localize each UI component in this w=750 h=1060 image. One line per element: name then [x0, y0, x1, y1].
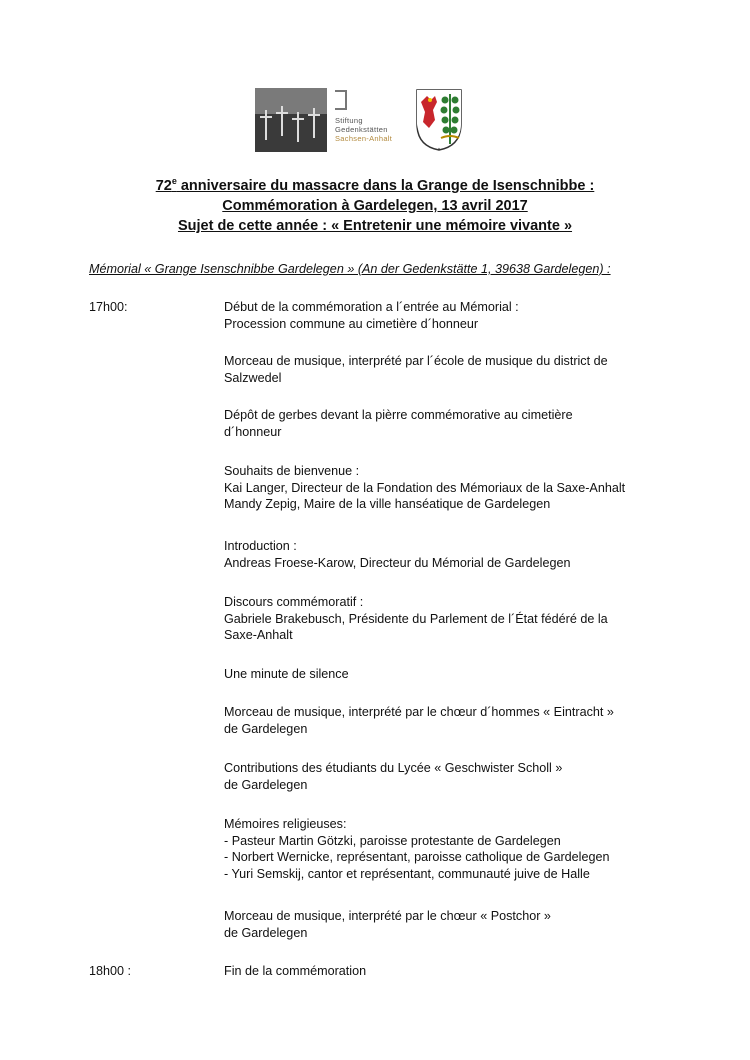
time-start: 17h00:	[89, 300, 128, 314]
program-line: Morceau de musique, interprété par l´école de musique du district de	[224, 354, 608, 368]
program-line: Souhaits de bienvenue :	[224, 464, 360, 478]
program-line: Morceau de musique, interprété par le chœur « Postchor »	[224, 909, 551, 923]
time-end: 18h00 :	[89, 964, 132, 978]
title-number: 72	[155, 178, 172, 194]
program-item	[224, 963, 684, 980]
title-line1: anniversaire du massacre dans la Grange de Isenschnibbe :	[176, 178, 595, 194]
program-line: - Norbert Wernicke, représentant, paroisse catholique de Gardelegen	[224, 850, 610, 864]
stiftung-logo	[333, 88, 413, 158]
program-item	[224, 666, 684, 683]
stiftung-line1: Stiftung	[335, 116, 363, 125]
program-item	[224, 908, 684, 941]
venue-line: Mémorial « Grange Isenschnibbe Gardelegen » (An der Gedenkstätte 1, 39638 Gardelegen) :	[89, 262, 611, 276]
program-line: Début de la commémoration a l´entrée au Mémorial :	[224, 300, 519, 314]
program-line: Dépôt de gerbes devant la pièrre commémorative au cimetière	[224, 408, 573, 422]
program-line: Introduction :	[224, 539, 297, 553]
program-line: Kai Langer, Directeur de la Fondation des Mémoriaux de la Saxe-Anhalt	[224, 480, 626, 495]
program-line: Mandy Zepig, Maire de la ville hanséatique de Gardelegen	[224, 497, 551, 511]
program-line: Saxe-Anhalt	[224, 628, 293, 642]
title-line3: Sujet de cette année : « Entretenir une mémoire vivante »	[177, 218, 573, 234]
memorial-photo-logo	[255, 88, 327, 152]
program-item	[224, 407, 684, 440]
title-line2: Commémoration à Gardelegen, 13 avril 2017	[222, 198, 528, 214]
document-title	[0, 176, 750, 236]
program-line: de Gardelegen	[224, 925, 308, 940]
program-line: Procession commune au cimetière d´honneur	[224, 316, 479, 331]
program-item	[224, 594, 684, 644]
program-line: - Yuri Semskij, cantor et représentant, communauté juive de Halle	[224, 866, 590, 881]
title-superscript: e	[171, 176, 177, 187]
program-line: de Gardelegen	[224, 777, 308, 792]
stiftung-mark-icon	[335, 90, 347, 110]
program-line: Gabriele Brakebusch, Présidente du Parlement de l´État fédéré de la	[224, 611, 608, 626]
program-line: Andreas Froese-Karow, Directeur du Mémorial de Gardelegen	[224, 555, 571, 570]
program-item	[224, 760, 684, 793]
stiftung-line2: Gedenkstätten	[335, 125, 388, 134]
program-line: Morceau de musique, interprété par le chœur d´hommes « Eintracht »	[224, 705, 614, 719]
program-line: Contributions des étudiants du Lycée « Geschwister Scholl »	[224, 761, 563, 775]
program-item	[224, 463, 684, 513]
program-line: Fin de la commémoration	[224, 964, 367, 978]
program-item	[224, 816, 684, 882]
program-line: de Gardelegen	[224, 721, 308, 736]
program-item	[224, 299, 684, 332]
coat-of-arms-icon	[415, 88, 463, 152]
program-line: Salzwedel	[224, 370, 282, 385]
program-item	[224, 538, 684, 571]
program-line: - Pasteur Martin Götzki, paroisse protestante de Gardelegen	[224, 833, 561, 848]
logo-group	[255, 88, 495, 160]
program-line: Discours commémoratif :	[224, 595, 364, 609]
program-line: Mémoires religieuses:	[224, 817, 347, 831]
program-item	[224, 704, 684, 737]
stiftung-line3: Sachsen-Anhalt	[335, 134, 393, 143]
program-item	[224, 353, 684, 386]
program-line: Une minute de silence	[224, 667, 349, 681]
program-line: d´honneur	[224, 424, 282, 439]
